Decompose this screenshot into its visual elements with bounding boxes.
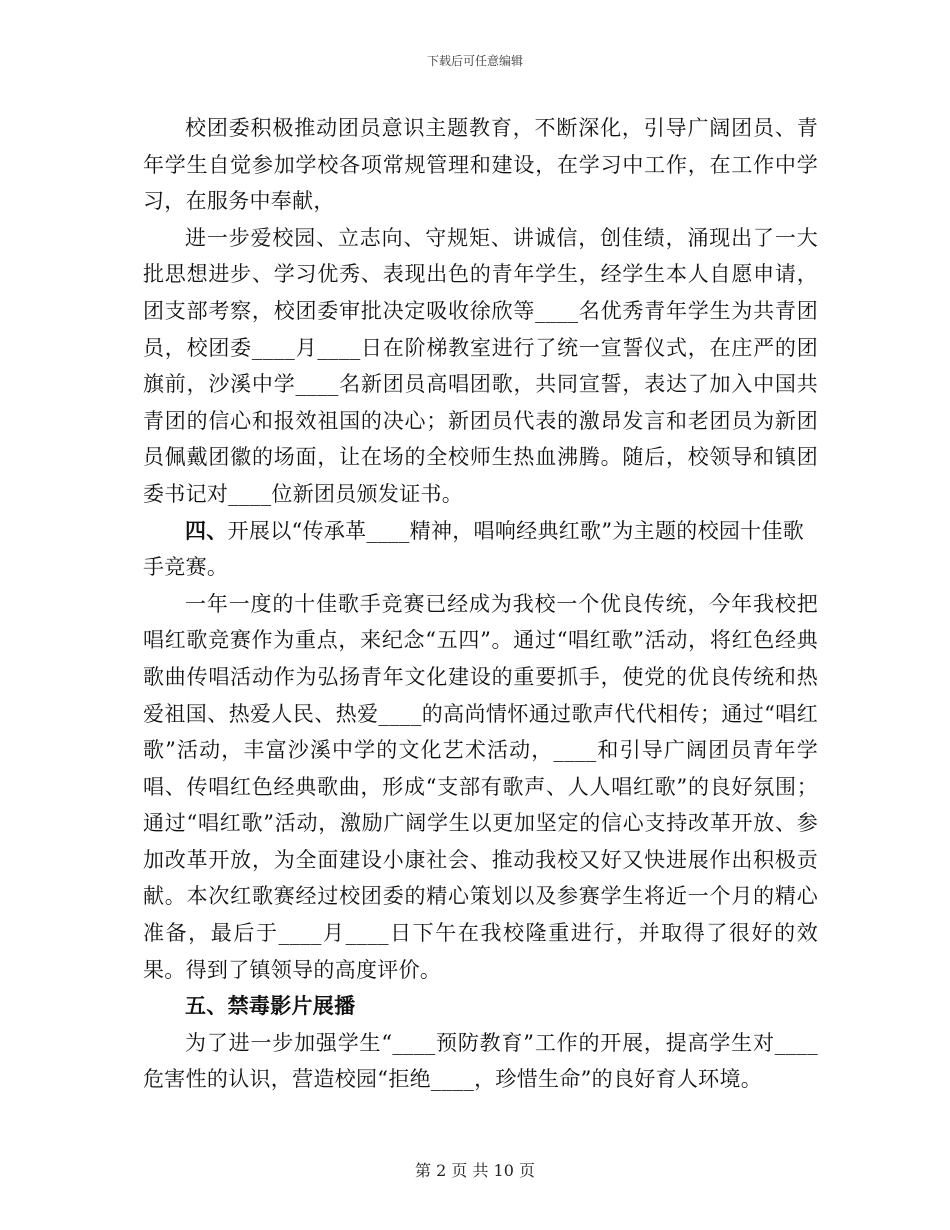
page-header: 下载后可任意编辑 <box>426 54 523 68</box>
section-heading-4-number: 四、 <box>185 517 228 543</box>
document-body <box>143 110 818 1098</box>
paragraph-red-song-contest: 一年一度的十佳歌手竞赛已经成为我校一个优良传统，今年我校把唱红歌竞赛作为重点，来纪念“五四”。通过“唱红歌”活动，将红色经典歌曲传唱活动作为弘扬青年文化建设的重要抓手，使党的优良传统和热爱祖国、热爱人民、热爱____的高尚情怀通过歌声代代相传；通过“唱红歌”活动，丰富沙溪中学的文化艺术活动，____和引导广阔团员青年学唱、传唱红色经典歌曲，形成“支部有歌声、人人唱红歌”的良好氛围；通过“唱红歌”活动，激励广阔学生以更加坚定的信心支持改革开放、参加改革开放，为全面建设小康社会、推动我校又好又快进展作出积极贡献。本次红歌赛经过校团委的精心策划以及参赛学生将近一个月的精心准备，最后于____月____日下午在我校隆重进行，并取得了很好的效果。得到了镇领导的高度评价。 <box>143 591 818 982</box>
section-heading-5: 五、禁毒影片展播 <box>185 993 356 1019</box>
paragraph-oath-ceremony: 进一步爱校园、立志向、守规矩、讲诚信，创佳绩，涌现出了一大批思想进步、学习优秀、表现出色的青年学生，经学生本人自愿申请，团支部考察，校团委审批决定吸收徐欣等____名优秀青年学生为共青团员，校团委____月____日在阶梯教室进行了统一宣誓仪式，在庄严的团旗前，沙溪中学____名新团员高唱团歌，共同宣誓，表达了加入中国共青团的信心和报效祖国的决心；新团员代表的激昂发言和老团员为新团员佩戴团徽的场面，让在场的全校师生热血沸腾。随后，校领导和镇团委书记对____位新团员颁发证书。 <box>143 225 818 506</box>
paragraph-intro: 校团委积极推动团员意识主题教育，不断深化，引导广阔团员、青年学生自觉参加学校各项常规管理和建设，在学习中工作，在工作中学习，在服务中奉献， <box>143 116 818 214</box>
page-footer: 第 2 页 共 10 页 <box>415 1161 535 1180</box>
paragraph-anti-drug: 为了进一步加强学生“____预防教育”工作的开展，提高学生对____危害性的认识，营造校园“拒绝____，珍惜生命”的良好育人环境。 <box>143 1030 818 1092</box>
section-heading-4 <box>143 513 818 586</box>
section-heading-4-text: 开展以“传承革____精神，唱响经典红歌”为主题的校园十佳歌手竞赛。 <box>143 518 805 580</box>
